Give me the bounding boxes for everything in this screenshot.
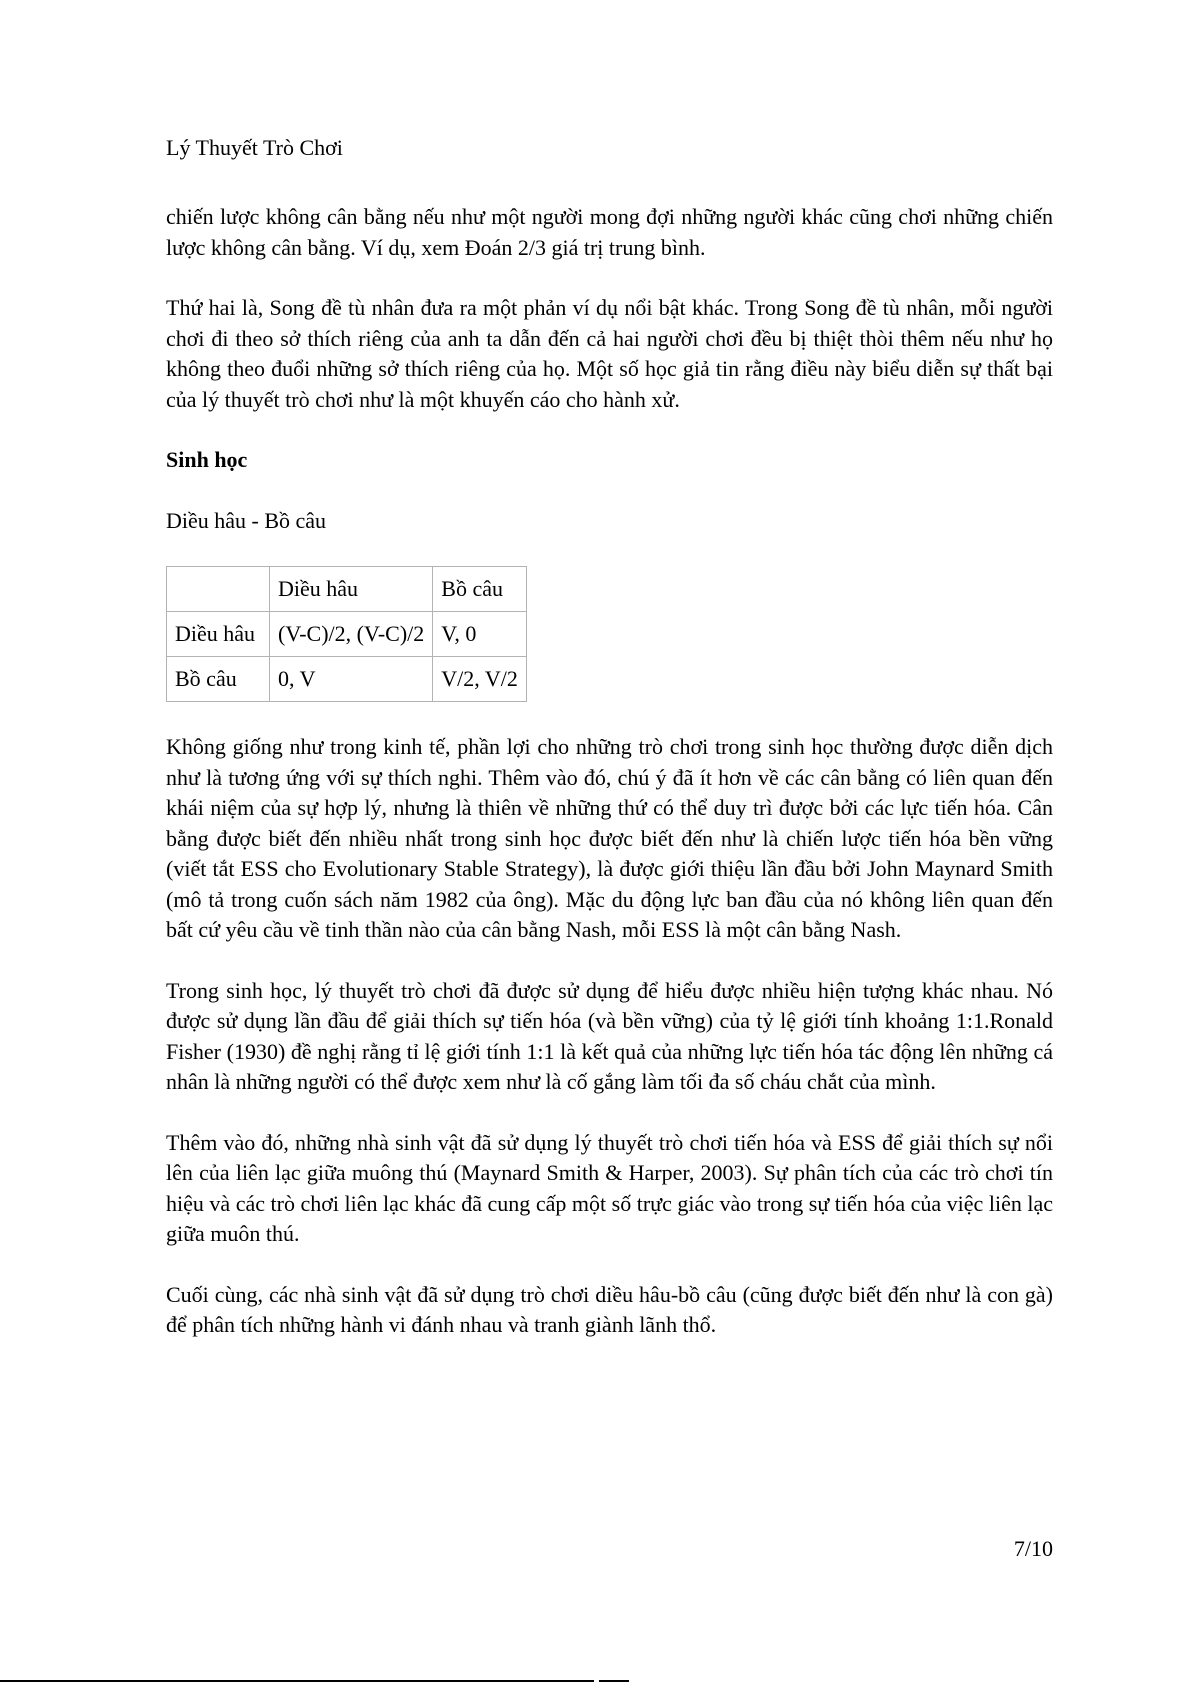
paragraph-2: Thứ hai là, Song đề tù nhân đưa ra một phản ví dụ nổi bật khác. Trong Song đề tù nhân, mỗi người chơi đi theo sở thích riêng của anh ta dẫn đến cả hai người chơi đều bị thiệt thòi thêm nếu như họ không theo đuổi những sở thích riêng của họ. Một số học giả tin rằng điều này biểu diễn sự thất bại của lý thuyết trò chơi như là một khuyến cáo cho hành xử. [166,295,1053,412]
bottom-divider [0,1680,594,1682]
table-header-row [167,567,527,612]
table-cell: (V-C)/2, (V-C)/2 [270,612,433,657]
running-header: Lý Thuyết Trò Chơi [166,135,343,160]
paragraph-1: chiến lược không cân bằng nếu như một người mong đợi những người khác cũng chơi những chiến lược không cân bằng. Ví dụ, xem Đoán 2/3 giá trị trung bình. [166,204,1053,260]
page-number: 7/10 [1013,1536,1053,1561]
table-row-header: Bồ câu [167,657,270,702]
table-cell: V/2, V/2 [433,657,527,702]
paragraph-4: Trong sinh học, lý thuyết trò chơi đã được sử dụng để hiểu được nhiều hiện tượng khác nhau. Nó được sử dụng lần đầu để giải thích sự tiến hóa (và bền vững) của tỷ lệ giới tính khoảng 1:1.Ronald Fisher (1930) đề nghị rằng tỉ lệ giới tính 1:1 là kết quả của những lực tiến hóa tác động lên những cá nhân là những người có thể được xem như là cố gắng làm tối đa số cháu chắt của mình. [166,977,1053,1094]
paragraph-6: Cuối cùng, các nhà sinh vật đã sử dụng trò chơi diều hâu-bồ câu (cũng được biết đến như là con gà) để phân tích những hành vi đánh nhau và tranh giành lãnh thổ. [166,1281,1053,1337]
paragraph-3: Không giống như trong kinh tế, phần lợi cho những trò chơi trong sinh học thường được diễn dịch như là tương ứng với sự thích nghi. Thêm vào đó, chú ý đã ít hơn về các cân bằng có liên quan đến khái niệm của sự hợp lý, nhưng là thiên về những thứ có thể duy trì được bởi các lực tiến hóa. Cân bằng được biết đến nhiều nhất trong sinh học được biết đến như là chiến lược tiến hóa bền vững (viết tắt ESS cho Evolutionary Stable Strategy), là được giới thiệu lần đầu bởi John Maynard Smith (mô tả trong cuốn sách năm 1982 của ông). Mặc du động lực ban đầu của nó không liên quan đến bất cứ yêu cầu về tinh thần nào của cân bằng Nash, mỗi ESS là một cân bằng Nash. [166,734,1053,942]
table-cell: V, 0 [433,612,527,657]
table-column-header: Bồ câu [433,567,527,612]
table-caption: Diều hâu - Bồ câu [166,507,327,533]
table-row [167,657,527,702]
table-corner-cell [167,567,270,612]
table-row-header: Diều hâu [167,612,270,657]
table-row [167,612,527,657]
bottom-divider [599,1680,629,1682]
payoff-table [166,566,527,702]
page-content [166,202,1053,1371]
paragraph-5: Thêm vào đó, những nhà sinh vật đã sử dụng lý thuyết trò chơi tiến hóa và ESS để giải thích sự nổi lên của liên lạc giữa muông thú (Maynard Smith & Harper, 2003). Sự phân tích của các trò chơi tín hiệu và các trò chơi liên lạc khác đã cung cấp một số trực giác vào trong sự tiến hóa của việc liên lạc giữa muôn thú. [166,1129,1053,1246]
table-cell: 0, V [270,657,433,702]
table-column-header: Diều hâu [270,567,433,612]
section-heading: Sinh học [166,447,248,472]
